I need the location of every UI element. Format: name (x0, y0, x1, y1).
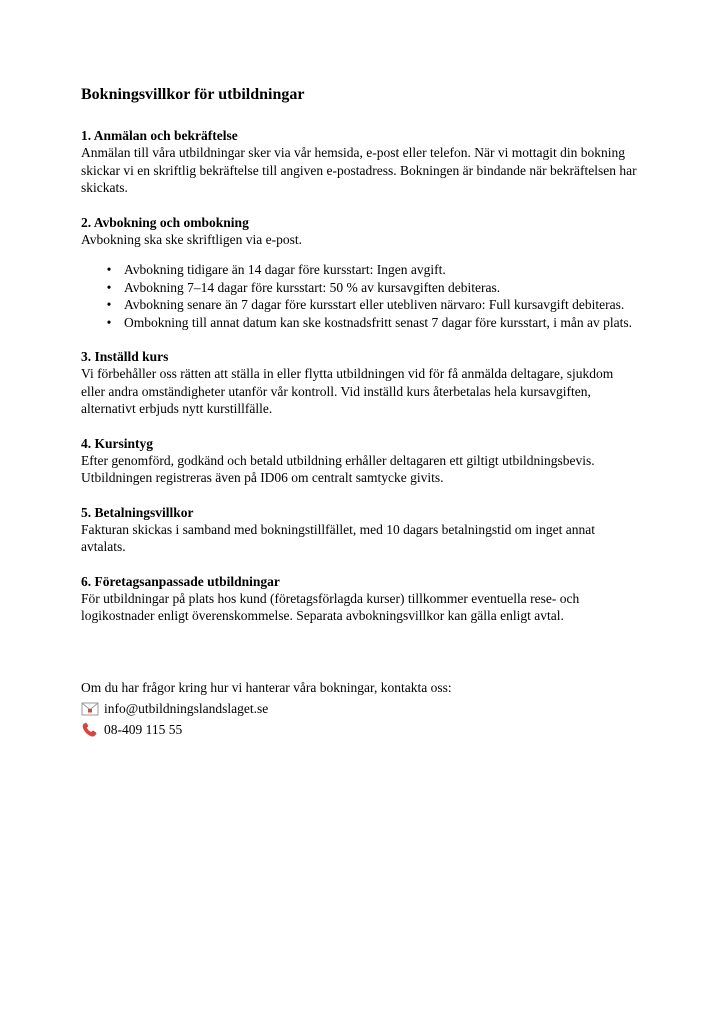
list-item (103, 314, 640, 332)
section-cancellation (81, 214, 640, 332)
cancellation-list (81, 261, 640, 331)
section-registration (81, 127, 640, 197)
section-heading: 6. Företagsanpassade utbildningar (81, 573, 280, 589)
list-item-text: Avbokning tidigare än 14 dagar före kursstart: Ingen avgift. (124, 262, 446, 277)
section-body: Avbokning ska ske skriftligen via e-post. (81, 231, 302, 247)
section-body: Anmälan till våra utbildningar sker via vår hemsida, e-post eller telefon. När vi mottagit din bokning skickar vi en skriftlig bekräftelse till angiven e-postadress. Bokningen är bindande när bekräftelsen har skickats. (81, 145, 637, 195)
list-item-text: Avbokning 7–14 dagar före kursstart: 50 % av kursavgiften debiteras. (124, 279, 501, 295)
section-payment (81, 504, 640, 556)
bullet-icon: • (106, 314, 112, 330)
envelope-icon (81, 701, 99, 717)
section-body: Vi förbehåller oss rätten att ställa in eller flytta utbildningen vid för få anmälda deltagare, sjukdom eller andra omständigheter utanför vår kontroll. Vid inställd kurs återbetalas hela kursavgiften, alternativt erbjuds nytt kurstillfälle. (81, 366, 614, 416)
list-item (103, 261, 640, 279)
contact-block (81, 678, 640, 741)
section-body: Efter genomförd, godkänd och betald utbildning erhåller deltagaren ett giltigt utbildningsbevis. Utbildningen registreras även på ID06 om centralt samtycke givits. (81, 452, 595, 485)
document-title: Bokningsvillkor för utbildningar (81, 86, 305, 103)
bullet-icon: • (106, 262, 112, 277)
bullet-icon: • (106, 279, 112, 295)
section-body: För utbildningar på plats hos kund (företagsförlagda kurser) tillkommer eventuella rese- och logikostnader enligt överenskommelse. Separata avbokningsvillkor kan gälla enligt avtal. (81, 590, 580, 623)
contact-intro: Om du har frågor kring hur vi hanterar våra bokningar, kontakta oss: (81, 680, 452, 696)
section-custom-training (81, 573, 640, 625)
section-heading: 3. Inställd kurs (81, 349, 169, 364)
section-heading: 5. Betalningsvillkor (81, 504, 194, 520)
section-heading: 4. Kursintyg (81, 435, 154, 451)
list-item (103, 279, 640, 297)
phone-icon (81, 722, 99, 738)
section-heading: 1. Anmälan och bekräftelse (81, 128, 238, 143)
list-item-text: Ombokning till annat datum kan ske kostnadsfritt senast 7 dagar före kursstart, i mån av plats. (124, 314, 633, 330)
contact-phone-row[interactable] (81, 720, 640, 741)
contact-email-link[interactable]: info@utbildningslandslaget.se (104, 701, 269, 717)
section-cancelled-course (81, 348, 640, 418)
section-body: Fakturan skickas i samband med bokningstillfället, med 10 dagars betalningstid om inget annat avtalats. (81, 521, 596, 554)
section-heading: 2. Avbokning och ombokning (81, 214, 249, 230)
list-item-text: Avbokning senare än 7 dagar före kursstart eller utebliven närvaro: Full kursavgift debiteras. (124, 297, 625, 312)
bullet-icon: • (106, 297, 112, 312)
section-certificate (81, 435, 640, 487)
list-item (103, 296, 640, 314)
contact-email-row[interactable] (81, 699, 640, 720)
contact-phone-number[interactable]: 08-409 115 55 (104, 722, 183, 738)
